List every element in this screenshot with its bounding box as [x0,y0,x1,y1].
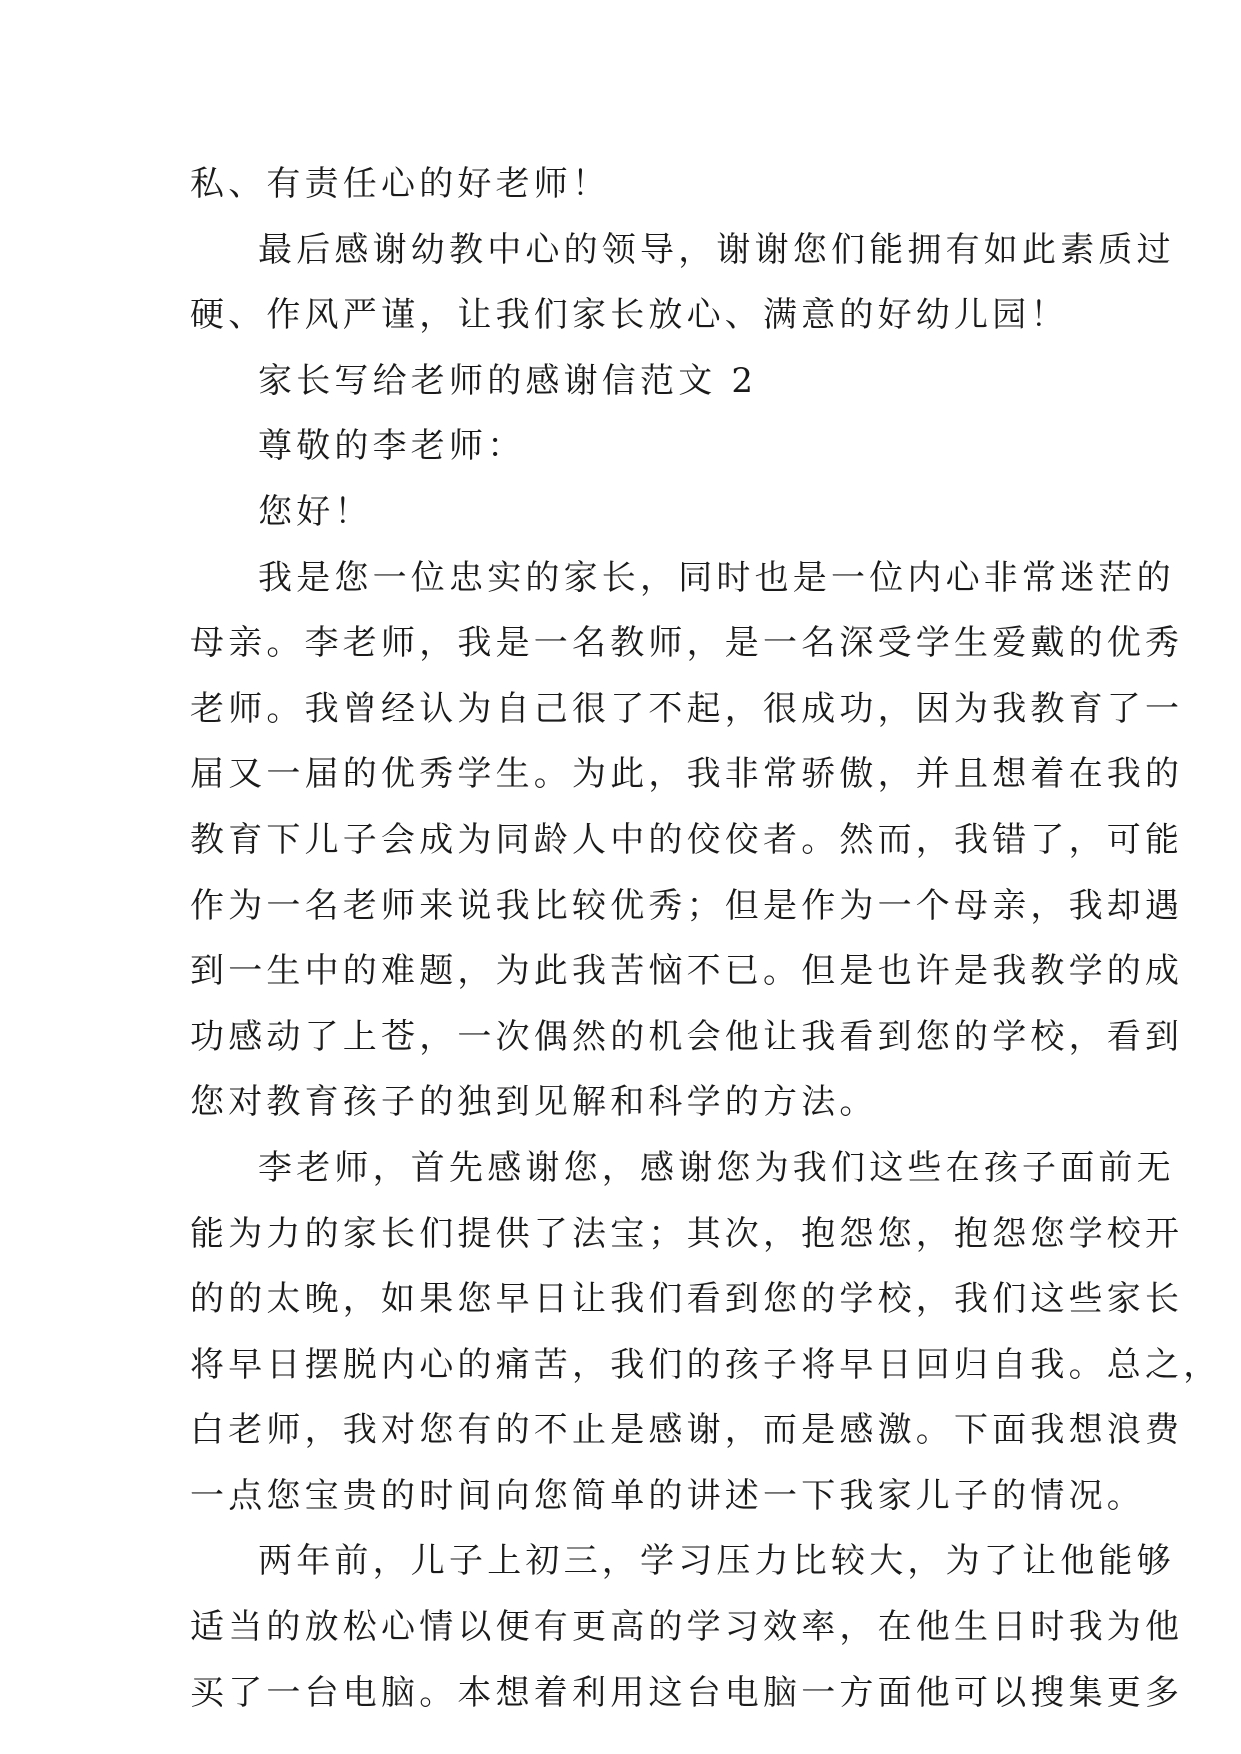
text-line: 最后感谢幼教中心的领导，谢谢您们能拥有如此素质过 [258,229,1175,270]
salutation: 尊敬的李老师： [258,426,526,467]
text-line: 功感动了上苍，一次偶然的机会他让我看到您的学校，看到 [190,1016,1184,1057]
text-line: 白老师，我对您有的不止是感谢，而是感激。下面我想浪费 [190,1410,1184,1451]
text-line: 两年前，儿子上初三，学习压力比较大，为了让他能够 [258,1541,1175,1582]
text-line: 硬、作风严谨，让我们家长放心、满意的好幼儿园！ [190,295,1069,336]
greeting: 您好！ [258,491,373,532]
text-line: 老师。我曾经认为自己很了不起，很成功，因为我教育了一 [190,688,1184,729]
text-line: 能为力的家长们提供了法宝；其次，抱怨您，抱怨您学校开 [190,1213,1184,1254]
text-line: 到一生中的难题，为此我苦恼不已。但是也许是我教学的成 [190,951,1184,992]
text-line: 私、有责任心的好老师！ [190,164,611,204]
text-line: 教育下儿子会成为同龄人中的佼佼者。然而，我错了，可能 [190,819,1184,860]
section-heading: 家长写给老师的感谢信范文 2 [258,360,758,401]
text-line: 将早日摆脱内心的痛苦，我们的孩子将早日回归自我。总之， [190,1344,1222,1385]
text-line: 适当的放松心情以便有更高的学习效率，在他生日时我为他 [190,1607,1184,1648]
letter-body [190,152,1222,1726]
text-line: 我是您一位忠实的家长，同时也是一位内心非常迷茫的 [258,557,1175,598]
text-line: 的的太晚，如果您早日让我们看到您的学校，我们这些家长 [190,1279,1184,1320]
text-line: 作为一名老师来说我比较优秀；但是作为一个母亲，我却遇 [190,885,1184,926]
text-line: 您对教育孩子的独到见解和科学的方法。 [190,1082,878,1123]
text-line: 母亲。李老师，我是一名教师，是一名深受学生爱戴的优秀 [190,623,1184,664]
text-line: 一点您宝贵的时间向您简单的讲述一下我家儿子的情况。 [190,1475,1145,1516]
text-line: 买了一台电脑。本想着利用这台电脑一方面他可以搜集更多 [190,1672,1184,1713]
text-line: 届又一届的优秀学生。为此，我非常骄傲，并且想着在我的 [190,754,1184,795]
text-line: 李老师，首先感谢您，感谢您为我们这些在孩子面前无 [258,1147,1175,1188]
